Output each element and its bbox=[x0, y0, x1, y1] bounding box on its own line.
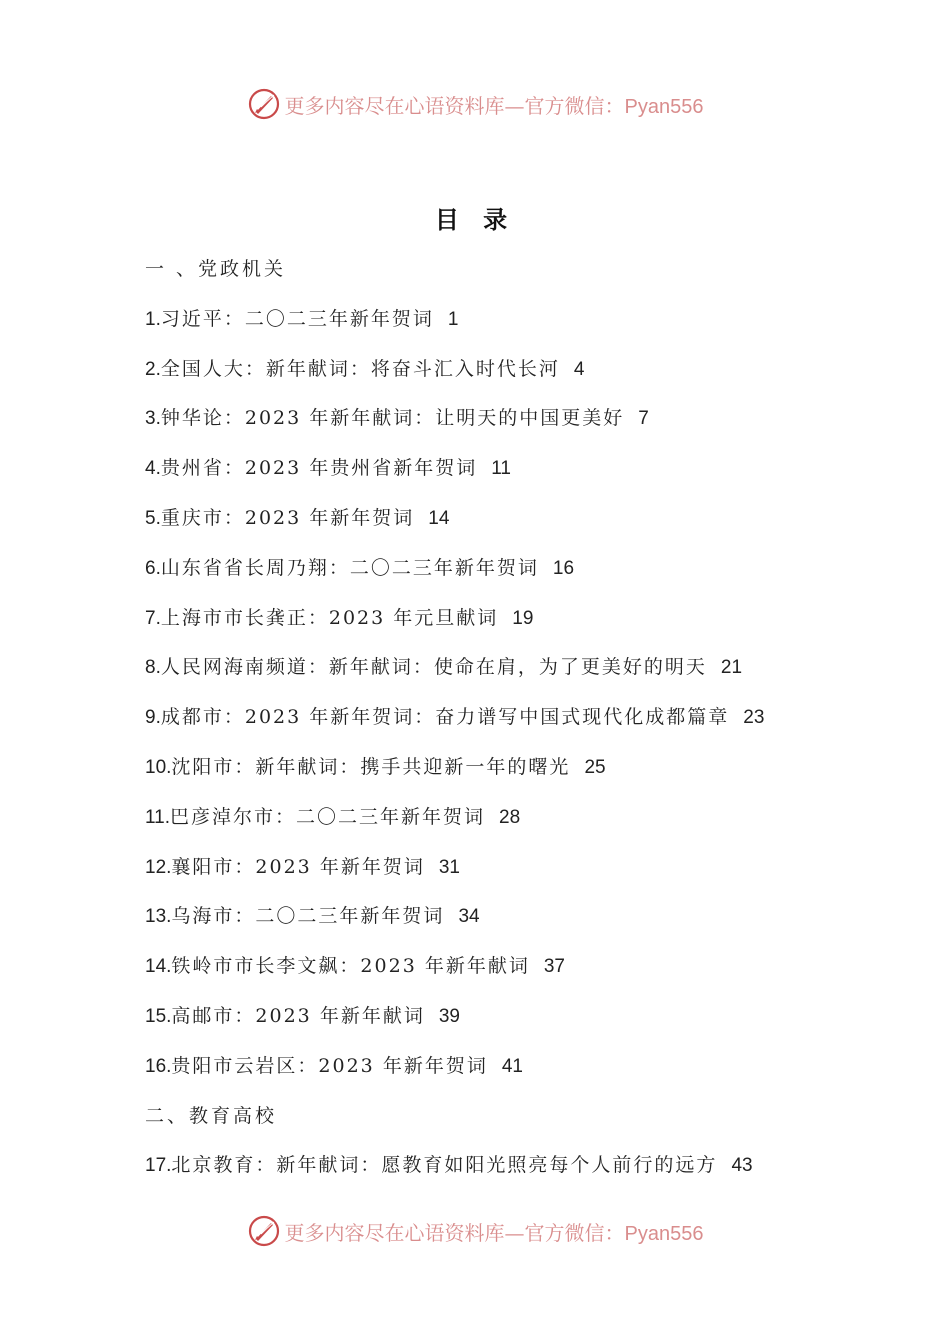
toc-entry-page: 28 bbox=[499, 806, 521, 828]
toc-entry-title: 铁岭市市长李文飙：2023 年新年献词 bbox=[171, 955, 530, 978]
toc-entry[interactable] bbox=[145, 899, 865, 949]
watermark-header bbox=[0, 84, 950, 124]
toc-entry-page: 41 bbox=[501, 1055, 523, 1077]
toc-entry-title: 习近平：二〇二三年新年贺词 bbox=[160, 307, 434, 330]
toc-entry-title: 山东省省长周乃翔：二〇二三年新年贺词 bbox=[160, 556, 539, 579]
toc-entry-number: 9. bbox=[145, 707, 161, 729]
watermark-text: 更多内容尽在心语资料库—官方微信：Pyan556 bbox=[284, 93, 704, 118]
toc-entry-title: 人民网海南频道：新年献词：使命在肩，为了更美好的明天 bbox=[160, 656, 707, 679]
toc-entry-title: 贵阳市云岩区：2023 年新年贺词 bbox=[171, 1054, 488, 1077]
toc-entry[interactable] bbox=[145, 999, 865, 1049]
toc-entry-title: 成都市：2023 年新年贺词：奋力谱写中国式现代化成都篇章 bbox=[160, 706, 730, 729]
watermark-handle: Pyan556 bbox=[624, 95, 704, 118]
toc-section-heading: 一 、党政机关 bbox=[145, 258, 287, 280]
toc-entry-number: 5. bbox=[145, 507, 161, 529]
toc-entry[interactable] bbox=[145, 750, 865, 800]
toc-entry-number: 11. bbox=[145, 806, 171, 828]
toc-entry-title: 巴彦淖尔市：二〇二三年新年贺词 bbox=[170, 805, 486, 828]
toc-entry[interactable] bbox=[145, 700, 865, 750]
toc-entry-page: 31 bbox=[438, 856, 460, 878]
toc-entry[interactable] bbox=[145, 601, 865, 651]
toc-entry-page: 39 bbox=[438, 1005, 460, 1027]
toc-entry[interactable] bbox=[145, 800, 865, 850]
toc-entry[interactable] bbox=[145, 551, 865, 601]
toc-entry[interactable] bbox=[145, 501, 865, 551]
toc-entry-number: 16. bbox=[145, 1055, 172, 1077]
toc-entry[interactable] bbox=[145, 949, 865, 999]
toc-entry-title: 贵州省：2023 年贵州省新年贺词 bbox=[160, 457, 478, 480]
toc-entry-title: 北京教育：新年献词：愿教育如阳光照亮每个人前行的远方 bbox=[171, 1154, 718, 1177]
toc-entry-page: 7 bbox=[638, 408, 649, 430]
toc-entry[interactable] bbox=[145, 650, 865, 700]
toc-entry-number: 7. bbox=[145, 607, 161, 629]
toc-entry-title: 重庆市：2023 年新年贺词 bbox=[160, 506, 415, 529]
toc-entry[interactable] bbox=[145, 1148, 865, 1198]
table-of-contents bbox=[145, 252, 865, 1198]
toc-entry-number: 15. bbox=[145, 1005, 172, 1027]
toc-entry-number: 17. bbox=[145, 1155, 172, 1177]
toc-entry-number: 13. bbox=[145, 906, 172, 928]
toc-entry-number: 12. bbox=[145, 856, 172, 878]
toc-entry[interactable] bbox=[145, 451, 865, 501]
toc-entry-number: 3. bbox=[145, 408, 161, 430]
toc-entry-title: 高邮市：2023 年新年献词 bbox=[171, 1004, 425, 1027]
toc-entry-page: 25 bbox=[584, 756, 606, 778]
toc-entry[interactable] bbox=[145, 401, 865, 451]
toc-entry-title: 乌海市：二〇二三年新年贺词 bbox=[171, 905, 445, 928]
toc-entry[interactable] bbox=[145, 1049, 865, 1099]
toc-entry-page: 1 bbox=[447, 308, 459, 330]
toc-entry-page: 43 bbox=[731, 1155, 753, 1177]
quill-logo-icon bbox=[247, 1214, 281, 1248]
toc-entry-title: 全国人大：新年献词：将奋斗汇入时代长河 bbox=[160, 357, 560, 380]
toc-entry-number: 14. bbox=[145, 956, 172, 978]
toc-entry-number: 10. bbox=[145, 756, 172, 778]
toc-entry-title: 襄阳市：2023 年新年贺词 bbox=[171, 855, 425, 878]
toc-entry-title: 钟华论：2023 年新年献词：让明天的中国更美好 bbox=[160, 407, 625, 430]
toc-entry[interactable] bbox=[145, 302, 865, 352]
quill-logo-icon bbox=[247, 87, 281, 121]
toc-entry[interactable] bbox=[145, 850, 865, 900]
page-title: 目 录 bbox=[434, 205, 516, 234]
toc-entry[interactable] bbox=[145, 352, 865, 402]
toc-entry-title: 沈阳市：新年献词：携手共迎新一年的曙光 bbox=[171, 755, 571, 778]
toc-entry-page: 14 bbox=[428, 507, 450, 529]
toc-entry-page: 37 bbox=[543, 956, 565, 978]
toc-entry-page: 11 bbox=[491, 458, 511, 480]
watermark-footer bbox=[0, 1211, 950, 1251]
toc-entry-number: 6. bbox=[145, 557, 161, 579]
toc-entry-number: 2. bbox=[145, 358, 161, 380]
toc-entry-page: 16 bbox=[552, 557, 575, 579]
toc-entry-number: 8. bbox=[145, 657, 161, 679]
watermark-text: 更多内容尽在心语资料库—官方微信：Pyan556 bbox=[284, 1220, 704, 1245]
toc-entry-page: 21 bbox=[720, 657, 743, 679]
toc-entry-page: 34 bbox=[458, 906, 480, 928]
toc-entry-page: 4 bbox=[573, 358, 585, 380]
toc-entry-page: 23 bbox=[743, 707, 765, 729]
toc-entry-number: 1. bbox=[145, 308, 161, 330]
toc-entry-page: 19 bbox=[512, 607, 534, 629]
toc-section-heading: 二、教育高校 bbox=[145, 1104, 278, 1127]
watermark-handle: Pyan556 bbox=[624, 1222, 704, 1245]
toc-entry-title: 上海市市长龚正：2023 年元旦献词 bbox=[160, 606, 499, 629]
toc-entry-number: 4. bbox=[145, 458, 161, 480]
